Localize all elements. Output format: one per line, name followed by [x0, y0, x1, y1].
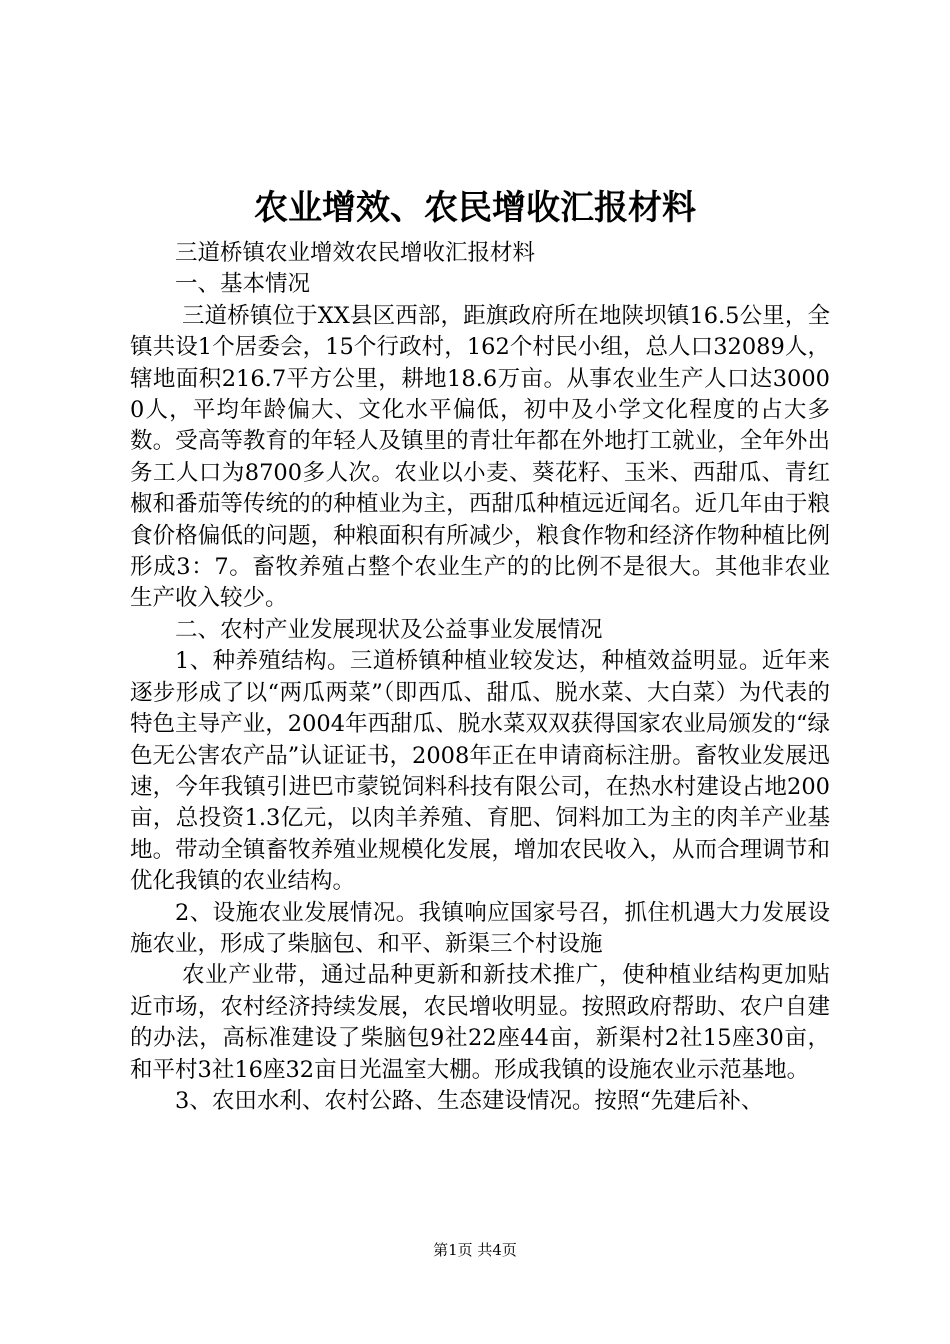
paragraph-facility-agriculture: 2、设施农业发展情况。我镇响应国家号召，抓住机遇大力发展设施农业，形成了柴脑包、和平、新渠三个村设施	[130, 899, 830, 957]
paragraph-basic-info: 三道桥镇位于XX县区西部，距旗政府所在地陕坝镇16.5公里，全镇共设1个居委会，15个行政村，162个村民小组，总人口32089人，辖地面积216.7平方公里，耕地18.6万亩。从事农业生产人口达30000人，平均年龄偏大、文化水平偏低，初中及小学文化程度的占大多数。受高等教育的年轻人及镇里的青壮年都在外地打工就业，全年外出务工人口为8700多人次。农业以小麦、葵花籽、玉米、西甜瓜、青红椒和番茄等传统的的种植业为主，西甜瓜种植远近闻名。近几年由于粮食价格偏低的问题，种粮面积有所减少，粮食作物和经济作物种植比例形成3：7。畜牧养殖占整个农业生产的的比例不是很大。其他非农业生产收入较少。	[130, 302, 830, 612]
document-subtitle-paragraph: 三道桥镇农业增效农民增收汇报材料	[175, 240, 536, 266]
section-heading-basic-info: 一、基本情况	[175, 271, 311, 298]
paragraph-facility-agriculture-continued: 农业产业带，通过品种更新和新技术推广，使种植业结构更加贴近市场，农村经济持续发展，农民增收明显。按照政府帮助、农户自建的办法，高标准建设了柴脑包9社22座44亩，新渠村2社15座30亩，和平村3社16座32亩日光温室大棚。形成我镇的设施农业示范基地。	[130, 962, 830, 1083]
page-footer: 第1页 共4页	[433, 1241, 517, 1259]
section-heading-industry-status: 二、农村产业发展现状及公益事业发展情况	[175, 616, 603, 643]
document-title: 农业增效、农民增收汇报材料	[254, 188, 696, 228]
document-body	[130, 238, 830, 1117]
paragraph-irrigation-roads: 3、农田水利、农村公路、生态建设情况。按照“先建后补、	[175, 1087, 764, 1114]
paragraph-planting-structure: 1、种养殖结构。三道桥镇种植业较发达，种植效益明显。近年来逐步形成了以“两瓜两菜”（即西瓜、甜瓜、脱水菜、大白菜）为代表的特色主导产业，2004年西甜瓜、脱水菜双双获得国家农业局颁发的“绿色无公害农产品”认证证书，2008年正在申请商标注册。畜牧业发展迅速，今年我镇引进巴市蒙锐饲料科技有限公司，在热水村建设占地200亩，总投资1.3亿元，以肉羊养殖、育肥、饲料加工为主的肉羊产业基地。带动全镇畜牧养殖业规模化发展，增加农民收入，从而合理调节和优化我镇的农业结构。	[130, 648, 830, 895]
